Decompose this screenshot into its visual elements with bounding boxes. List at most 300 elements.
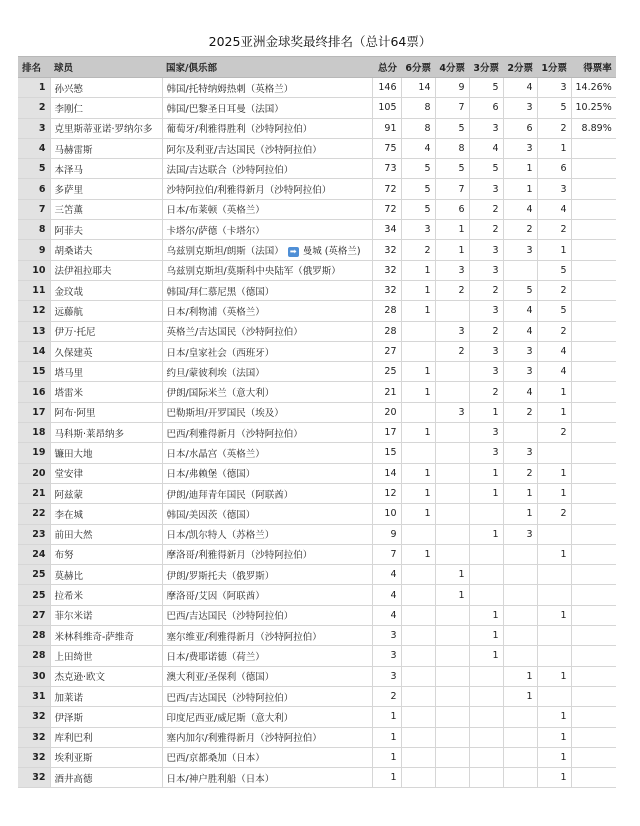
rank-cell: 23	[18, 524, 50, 544]
votes-1-cell: 4	[537, 199, 571, 219]
votes-2-cell: 1	[503, 179, 537, 199]
player-cell: 塔马里	[50, 362, 162, 382]
votes-3-cell: 3	[469, 118, 503, 138]
votes-3-cell	[469, 565, 503, 585]
votes-4-cell	[435, 301, 469, 321]
table-row	[18, 321, 616, 341]
votes-3-cell: 1	[469, 626, 503, 646]
rate-cell	[571, 768, 616, 788]
votes-4-cell: 3	[435, 260, 469, 280]
col-1pt: 1分票	[537, 57, 571, 78]
player-cell: 久保建英	[50, 341, 162, 361]
rank-cell: 30	[18, 666, 50, 686]
total-cell: 3	[372, 666, 401, 686]
table-row	[18, 443, 616, 463]
votes-2-cell: 3	[503, 341, 537, 361]
votes-6-cell: 1	[401, 301, 435, 321]
votes-6-cell	[401, 646, 435, 666]
votes-6-cell	[401, 707, 435, 727]
votes-1-cell: 4	[537, 341, 571, 361]
votes-6-cell: 5	[401, 159, 435, 179]
votes-6-cell	[401, 402, 435, 422]
votes-1-cell: 2	[537, 321, 571, 341]
votes-6-cell: 1	[401, 423, 435, 443]
player-cell: 伊万·托尼	[50, 321, 162, 341]
club-cell: 伊朗/迪拜青年国民（阿联酋）	[162, 483, 372, 503]
votes-6-cell	[401, 666, 435, 686]
votes-4-cell	[435, 423, 469, 443]
votes-6-cell: 8	[401, 118, 435, 138]
page-title: 2025亚洲金球奖最终排名（总计64票）	[208, 34, 432, 49]
votes-1-cell: 1	[537, 463, 571, 483]
club-cell: 韩国/托特纳姆热刺（英格兰）	[162, 78, 372, 98]
club-to: 曼城 (英格兰)	[302, 246, 361, 258]
votes-1-cell	[537, 686, 571, 706]
rank-cell: 7	[18, 199, 50, 219]
player-cell: 马赫雷斯	[50, 138, 162, 158]
rank-cell: 28	[18, 626, 50, 646]
votes-2-cell: 1	[503, 159, 537, 179]
votes-3-cell	[469, 727, 503, 747]
total-cell: 4	[372, 585, 401, 605]
votes-6-cell	[401, 341, 435, 361]
votes-3-cell	[469, 707, 503, 727]
total-cell: 1	[372, 747, 401, 767]
club-cell: 巴勒斯坦/开罗国民（埃及）	[162, 402, 372, 422]
table-row	[18, 707, 616, 727]
player-cell: 布努	[50, 544, 162, 564]
total-cell: 28	[372, 321, 401, 341]
total-cell: 21	[372, 382, 401, 402]
rank-cell: 5	[18, 159, 50, 179]
votes-4-cell	[435, 463, 469, 483]
col-rank: 排名	[18, 57, 50, 78]
club-cell: 韩国/巴黎圣日耳曼（法国）	[162, 98, 372, 118]
votes-4-cell: 6	[435, 199, 469, 219]
total-cell: 14	[372, 463, 401, 483]
votes-6-cell	[401, 727, 435, 747]
rank-cell: 32	[18, 727, 50, 747]
votes-1-cell: 1	[537, 768, 571, 788]
table-row	[18, 118, 616, 138]
votes-4-cell: 2	[435, 341, 469, 361]
votes-1-cell: 5	[537, 301, 571, 321]
votes-6-cell: 1	[401, 544, 435, 564]
votes-3-cell: 2	[469, 220, 503, 240]
votes-2-cell: 3	[503, 98, 537, 118]
rate-cell	[571, 240, 616, 260]
votes-3-cell	[469, 504, 503, 524]
votes-6-cell: 3	[401, 220, 435, 240]
votes-2-cell: 5	[503, 280, 537, 300]
rank-cell: 31	[18, 686, 50, 706]
votes-3-cell: 1	[469, 463, 503, 483]
total-cell: 3	[372, 646, 401, 666]
votes-6-cell: 1	[401, 483, 435, 503]
table-row	[18, 382, 616, 402]
club-cell: 巴西/吉达国民（沙特阿拉伯）	[162, 605, 372, 625]
player-cell: 法伊祖拉耶夫	[50, 260, 162, 280]
rank-cell: 20	[18, 463, 50, 483]
votes-3-cell	[469, 747, 503, 767]
votes-1-cell: 1	[537, 747, 571, 767]
club-cell: 摩洛哥/艾因（阿联酋）	[162, 585, 372, 605]
player-cell: 杰克逊·欧文	[50, 666, 162, 686]
votes-3-cell: 1	[469, 646, 503, 666]
votes-2-cell: 4	[503, 78, 537, 98]
table-row	[18, 159, 616, 179]
rate-cell	[571, 747, 616, 767]
rate-cell	[571, 199, 616, 219]
rank-cell: 15	[18, 362, 50, 382]
player-cell: 米林科维奇-萨维奇	[50, 626, 162, 646]
table-row	[18, 199, 616, 219]
votes-1-cell: 3	[537, 179, 571, 199]
total-cell: 10	[372, 504, 401, 524]
rate-cell	[571, 382, 616, 402]
votes-2-cell: 2	[503, 220, 537, 240]
votes-3-cell: 6	[469, 98, 503, 118]
table-row	[18, 78, 616, 98]
total-cell: 27	[372, 341, 401, 361]
votes-1-cell: 1	[537, 707, 571, 727]
votes-4-cell: 1	[435, 240, 469, 260]
total-cell: 1	[372, 768, 401, 788]
total-cell: 28	[372, 301, 401, 321]
table-row	[18, 402, 616, 422]
total-cell: 15	[372, 443, 401, 463]
votes-4-cell	[435, 362, 469, 382]
club-cell: 日本/利物浦（英格兰）	[162, 301, 372, 321]
votes-1-cell	[537, 565, 571, 585]
votes-3-cell	[469, 666, 503, 686]
rate-cell: 10.25%	[571, 98, 616, 118]
votes-1-cell: 3	[537, 78, 571, 98]
votes-4-cell	[435, 544, 469, 564]
club-cell: 巴西/吉达国民（沙特阿拉伯）	[162, 686, 372, 706]
rate-cell	[571, 585, 616, 605]
votes-6-cell: 5	[401, 199, 435, 219]
player-cell: 阿菲夫	[50, 220, 162, 240]
votes-2-cell	[503, 585, 537, 605]
votes-4-cell	[435, 707, 469, 727]
rank-cell: 32	[18, 707, 50, 727]
votes-4-cell	[435, 443, 469, 463]
rank-cell: 21	[18, 483, 50, 503]
club-cell: 伊朗/国际米兰（意大利）	[162, 382, 372, 402]
rank-cell: 4	[18, 138, 50, 158]
total-cell: 105	[372, 98, 401, 118]
club-cell: 塞尔维亚/利雅得新月（沙特阿拉伯）	[162, 626, 372, 646]
player-cell: 克里斯蒂亚诺·罗纳尔多	[50, 118, 162, 138]
table-row	[18, 301, 616, 321]
table-row	[18, 666, 616, 686]
votes-3-cell	[469, 768, 503, 788]
votes-4-cell	[435, 605, 469, 625]
rate-cell	[571, 544, 616, 564]
ranking-table	[18, 56, 616, 788]
votes-2-cell	[503, 605, 537, 625]
rank-cell: 19	[18, 443, 50, 463]
rank-cell: 25	[18, 565, 50, 585]
rate-cell	[571, 321, 616, 341]
votes-6-cell: 1	[401, 504, 435, 524]
club-cell: 阿尔及利亚/吉达国民（沙特阿拉伯）	[162, 138, 372, 158]
rate-cell: 8.89%	[571, 118, 616, 138]
table-row	[18, 605, 616, 625]
club-cell: 日本/费耶诺德（荷兰）	[162, 646, 372, 666]
votes-2-cell	[503, 747, 537, 767]
player-cell: 三笘薫	[50, 199, 162, 219]
votes-6-cell	[401, 768, 435, 788]
table-row	[18, 544, 616, 564]
rank-cell: 14	[18, 341, 50, 361]
votes-6-cell: 1	[401, 382, 435, 402]
table-row	[18, 240, 616, 260]
votes-4-cell: 7	[435, 98, 469, 118]
player-cell: 镰田大地	[50, 443, 162, 463]
player-cell: 李刚仁	[50, 98, 162, 118]
votes-1-cell: 5	[537, 260, 571, 280]
player-cell: 伊泽斯	[50, 707, 162, 727]
player-cell: 前田大然	[50, 524, 162, 544]
total-cell: 73	[372, 159, 401, 179]
votes-1-cell: 1	[537, 544, 571, 564]
table-row	[18, 565, 616, 585]
rank-cell: 18	[18, 423, 50, 443]
votes-6-cell: 1	[401, 463, 435, 483]
col-2pt: 2分票	[503, 57, 537, 78]
player-cell: 塔雷米	[50, 382, 162, 402]
votes-1-cell: 1	[537, 402, 571, 422]
votes-6-cell	[401, 626, 435, 646]
votes-1-cell: 1	[537, 605, 571, 625]
votes-3-cell: 3	[469, 443, 503, 463]
votes-4-cell: 3	[435, 321, 469, 341]
rank-cell: 17	[18, 402, 50, 422]
club-cell: 日本/凯尔特人（苏格兰）	[162, 524, 372, 544]
player-cell: 马科斯·莱昂纳多	[50, 423, 162, 443]
votes-2-cell: 1	[503, 483, 537, 503]
votes-4-cell: 9	[435, 78, 469, 98]
votes-4-cell	[435, 483, 469, 503]
votes-3-cell: 1	[469, 402, 503, 422]
votes-6-cell: 14	[401, 78, 435, 98]
player-cell: 拉希米	[50, 585, 162, 605]
total-cell: 146	[372, 78, 401, 98]
total-cell: 7	[372, 544, 401, 564]
votes-2-cell	[503, 768, 537, 788]
votes-4-cell	[435, 524, 469, 544]
votes-3-cell: 5	[469, 159, 503, 179]
table-row	[18, 768, 616, 788]
rank-cell: 3	[18, 118, 50, 138]
total-cell: 32	[372, 280, 401, 300]
rate-cell	[571, 565, 616, 585]
rate-cell	[571, 301, 616, 321]
votes-4-cell	[435, 666, 469, 686]
votes-1-cell: 2	[537, 504, 571, 524]
table-row	[18, 524, 616, 544]
votes-2-cell: 4	[503, 301, 537, 321]
club-cell: 沙特阿拉伯/利雅得新月（沙特阿拉伯）	[162, 179, 372, 199]
table-row	[18, 362, 616, 382]
total-cell: 72	[372, 179, 401, 199]
total-cell: 32	[372, 260, 401, 280]
club-cell: 日本/布莱顿（英格兰）	[162, 199, 372, 219]
table-row	[18, 504, 616, 524]
votes-3-cell	[469, 544, 503, 564]
votes-6-cell: 5	[401, 179, 435, 199]
player-cell: 堂安律	[50, 463, 162, 483]
votes-4-cell	[435, 382, 469, 402]
votes-2-cell	[503, 626, 537, 646]
club-cell: 塞内加尔/利雅得新月（沙特阿拉伯）	[162, 727, 372, 747]
rank-cell: 13	[18, 321, 50, 341]
votes-3-cell: 1	[469, 605, 503, 625]
rank-cell: 1	[18, 78, 50, 98]
votes-3-cell	[469, 686, 503, 706]
table-row	[18, 341, 616, 361]
rank-cell: 22	[18, 504, 50, 524]
table-row	[18, 463, 616, 483]
votes-6-cell: 1	[401, 260, 435, 280]
votes-6-cell: 2	[401, 240, 435, 260]
rate-cell	[571, 483, 616, 503]
rate-cell	[571, 423, 616, 443]
votes-2-cell: 1	[503, 666, 537, 686]
rate-cell	[571, 138, 616, 158]
player-cell: 阿布·阿里	[50, 402, 162, 422]
votes-3-cell: 5	[469, 78, 503, 98]
rate-cell: 14.26%	[571, 78, 616, 98]
votes-6-cell: 8	[401, 98, 435, 118]
rate-cell	[571, 443, 616, 463]
votes-4-cell	[435, 727, 469, 747]
rate-cell	[571, 646, 616, 666]
rate-cell	[571, 707, 616, 727]
votes-1-cell: 1	[537, 727, 571, 747]
votes-6-cell: 1	[401, 362, 435, 382]
total-cell: 1	[372, 707, 401, 727]
col-4pt: 4分票	[435, 57, 469, 78]
rate-cell	[571, 260, 616, 280]
total-cell: 4	[372, 565, 401, 585]
votes-6-cell	[401, 686, 435, 706]
votes-3-cell: 2	[469, 199, 503, 219]
votes-6-cell	[401, 524, 435, 544]
player-cell: 远藤航	[50, 301, 162, 321]
votes-3-cell: 2	[469, 382, 503, 402]
table-row	[18, 179, 616, 199]
votes-6-cell: 1	[401, 280, 435, 300]
rank-cell: 32	[18, 768, 50, 788]
votes-4-cell: 5	[435, 118, 469, 138]
votes-3-cell: 3	[469, 240, 503, 260]
rank-cell: 12	[18, 301, 50, 321]
total-cell: 12	[372, 483, 401, 503]
rank-cell: 11	[18, 280, 50, 300]
player-cell: 阿兹蒙	[50, 483, 162, 503]
rank-cell: 8	[18, 220, 50, 240]
club-cell: 日本/水晶宫（英格兰）	[162, 443, 372, 463]
votes-2-cell: 1	[503, 504, 537, 524]
total-cell: 3	[372, 626, 401, 646]
votes-1-cell: 2	[537, 118, 571, 138]
rate-cell	[571, 280, 616, 300]
votes-3-cell: 1	[469, 483, 503, 503]
votes-1-cell	[537, 524, 571, 544]
table-row	[18, 483, 616, 503]
votes-2-cell	[503, 423, 537, 443]
club-cell: 韩国/拜仁慕尼黑（德国）	[162, 280, 372, 300]
votes-2-cell	[503, 260, 537, 280]
col-rate: 得票率	[571, 57, 616, 78]
club-from: 乌兹别克斯坦/朗斯（法国）	[166, 246, 284, 258]
club-cell: 巴西/京都桑加（日本）	[162, 747, 372, 767]
votes-1-cell	[537, 646, 571, 666]
votes-1-cell: 6	[537, 159, 571, 179]
votes-1-cell: 4	[537, 362, 571, 382]
total-cell: 2	[372, 686, 401, 706]
votes-1-cell: 2	[537, 220, 571, 240]
votes-1-cell: 5	[537, 98, 571, 118]
rate-cell	[571, 626, 616, 646]
rate-cell	[571, 341, 616, 361]
votes-6-cell	[401, 585, 435, 605]
club-cell: 澳大利亚/圣保利（德国）	[162, 666, 372, 686]
total-cell: 4	[372, 605, 401, 625]
votes-3-cell: 2	[469, 321, 503, 341]
player-cell: 莫赫比	[50, 565, 162, 585]
votes-3-cell: 3	[469, 341, 503, 361]
votes-4-cell: 8	[435, 138, 469, 158]
table-row	[18, 260, 616, 280]
votes-1-cell: 2	[537, 423, 571, 443]
votes-2-cell	[503, 646, 537, 666]
votes-2-cell	[503, 727, 537, 747]
player-cell: 库利巴利	[50, 727, 162, 747]
total-cell: 17	[372, 423, 401, 443]
votes-2-cell: 2	[503, 402, 537, 422]
total-cell: 72	[372, 199, 401, 219]
votes-3-cell: 1	[469, 524, 503, 544]
club-cell: 葡萄牙/利雅得胜利（沙特阿拉伯）	[162, 118, 372, 138]
votes-2-cell: 4	[503, 321, 537, 341]
player-cell: 酒井高德	[50, 768, 162, 788]
votes-3-cell	[469, 585, 503, 605]
total-cell: 32	[372, 240, 401, 260]
votes-6-cell	[401, 605, 435, 625]
rank-cell: 24	[18, 544, 50, 564]
votes-2-cell	[503, 565, 537, 585]
player-cell: 李在城	[50, 504, 162, 524]
votes-4-cell: 7	[435, 179, 469, 199]
votes-2-cell: 3	[503, 443, 537, 463]
votes-4-cell: 1	[435, 220, 469, 240]
player-cell: 金玟哉	[50, 280, 162, 300]
rate-cell	[571, 179, 616, 199]
table-row	[18, 646, 616, 666]
votes-4-cell: 1	[435, 565, 469, 585]
rate-cell	[571, 220, 616, 240]
rank-cell: 16	[18, 382, 50, 402]
table-row	[18, 138, 616, 158]
rank-cell: 32	[18, 747, 50, 767]
rate-cell	[571, 402, 616, 422]
votes-4-cell	[435, 747, 469, 767]
col-player: 球员	[50, 57, 162, 78]
